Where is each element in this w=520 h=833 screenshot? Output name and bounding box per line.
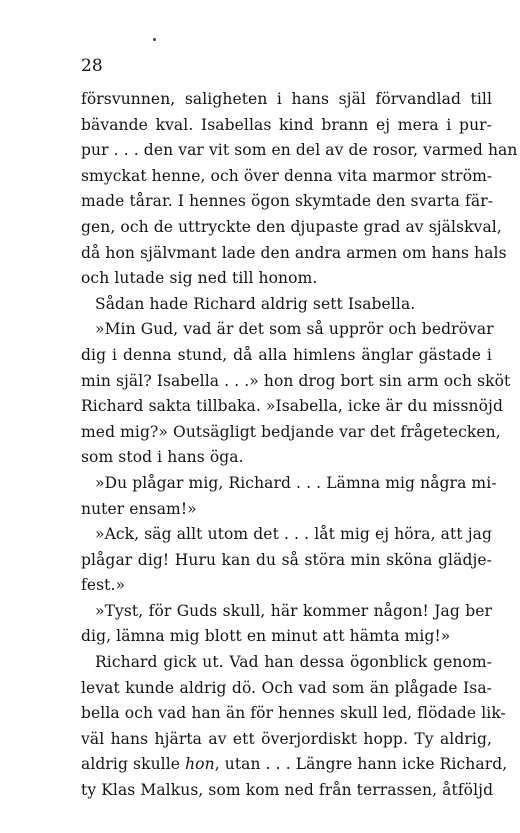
text-line: »Tyst, för Guds skull, här kommer någon! Jag ber <box>95 601 492 620</box>
text-line: som stod i hans öga. <box>81 448 244 467</box>
text-line: dig, lämna mig blott en minut att hämta mig!» <box>81 627 451 646</box>
text-line: aldrig skulle hon, utan . . . Längre hann icke Richard, <box>81 755 508 774</box>
text-line: »Min Gud, vad är det som så upprör och bedrövar <box>95 320 494 339</box>
text-line: made tårar. I hennes ögon skymtade den svarta fär- <box>81 192 494 211</box>
text-line: gen, och de uttryckte den djupaste grad av själskval, <box>81 217 502 236</box>
page-number: 28 <box>81 56 103 76</box>
text-line: bella och vad han än för hennes skull led, flödade lik- <box>81 704 506 723</box>
print-mark <box>153 38 156 41</box>
text-line: Sådan hade Richard aldrig sett Isabella. <box>95 294 416 313</box>
text-line: då hon självmant lade den andra armen om hans hals <box>81 243 507 262</box>
text-line: nuter ensam!» <box>81 499 197 518</box>
text-line: pur . . . den var vit som en del av de rosor, varmed han <box>81 141 518 160</box>
text-line: med mig?» Outsägligt bedjande var det frågetecken, <box>81 422 501 441</box>
text-line: och lutade sig ned till honom. <box>81 269 318 288</box>
text-line: »Ack, säg allt utom det . . . låt mig ej höra, att jag <box>95 525 492 544</box>
text-line: försvunnen, saligheten i hans själ förvandlad till <box>81 90 492 108</box>
text-line: ty Klas Malkus, som kom ned från terrassen, åtföljd <box>81 781 494 800</box>
text-line: plågar dig! Huru kan du så störa min sköna glädje- <box>81 550 492 569</box>
text-line: fest.» <box>81 576 126 595</box>
text-line: dig i denna stund, då alla himlens änglar gästade i <box>81 345 492 364</box>
text-line: väl hans hjärta av ett överjordiskt hopp. Ty aldrig, <box>81 729 492 748</box>
text-line: »Du plågar mig, Richard . . . Lämna mig några mi- <box>95 473 497 492</box>
body-text <box>81 87 518 804</box>
text-line: levat kunde aldrig dö. Och vad som än plågade Isa- <box>81 678 492 697</box>
text-line: smyckat henne, och över denna vita marmor ström- <box>81 166 493 185</box>
text-line: bävande kval. Isabellas kind brann ej mera i pur- <box>81 115 492 134</box>
text-line: min själ? Isabella . . .» hon drog bort sin arm och sköt <box>81 371 511 390</box>
emphasis-text: hon <box>185 755 215 774</box>
text-line: Richard sakta tillbaka. »Isabella, icke är du missnöjd <box>81 397 503 416</box>
text-line: Richard gick ut. Vad han dessa ögonblick genom- <box>95 653 492 672</box>
